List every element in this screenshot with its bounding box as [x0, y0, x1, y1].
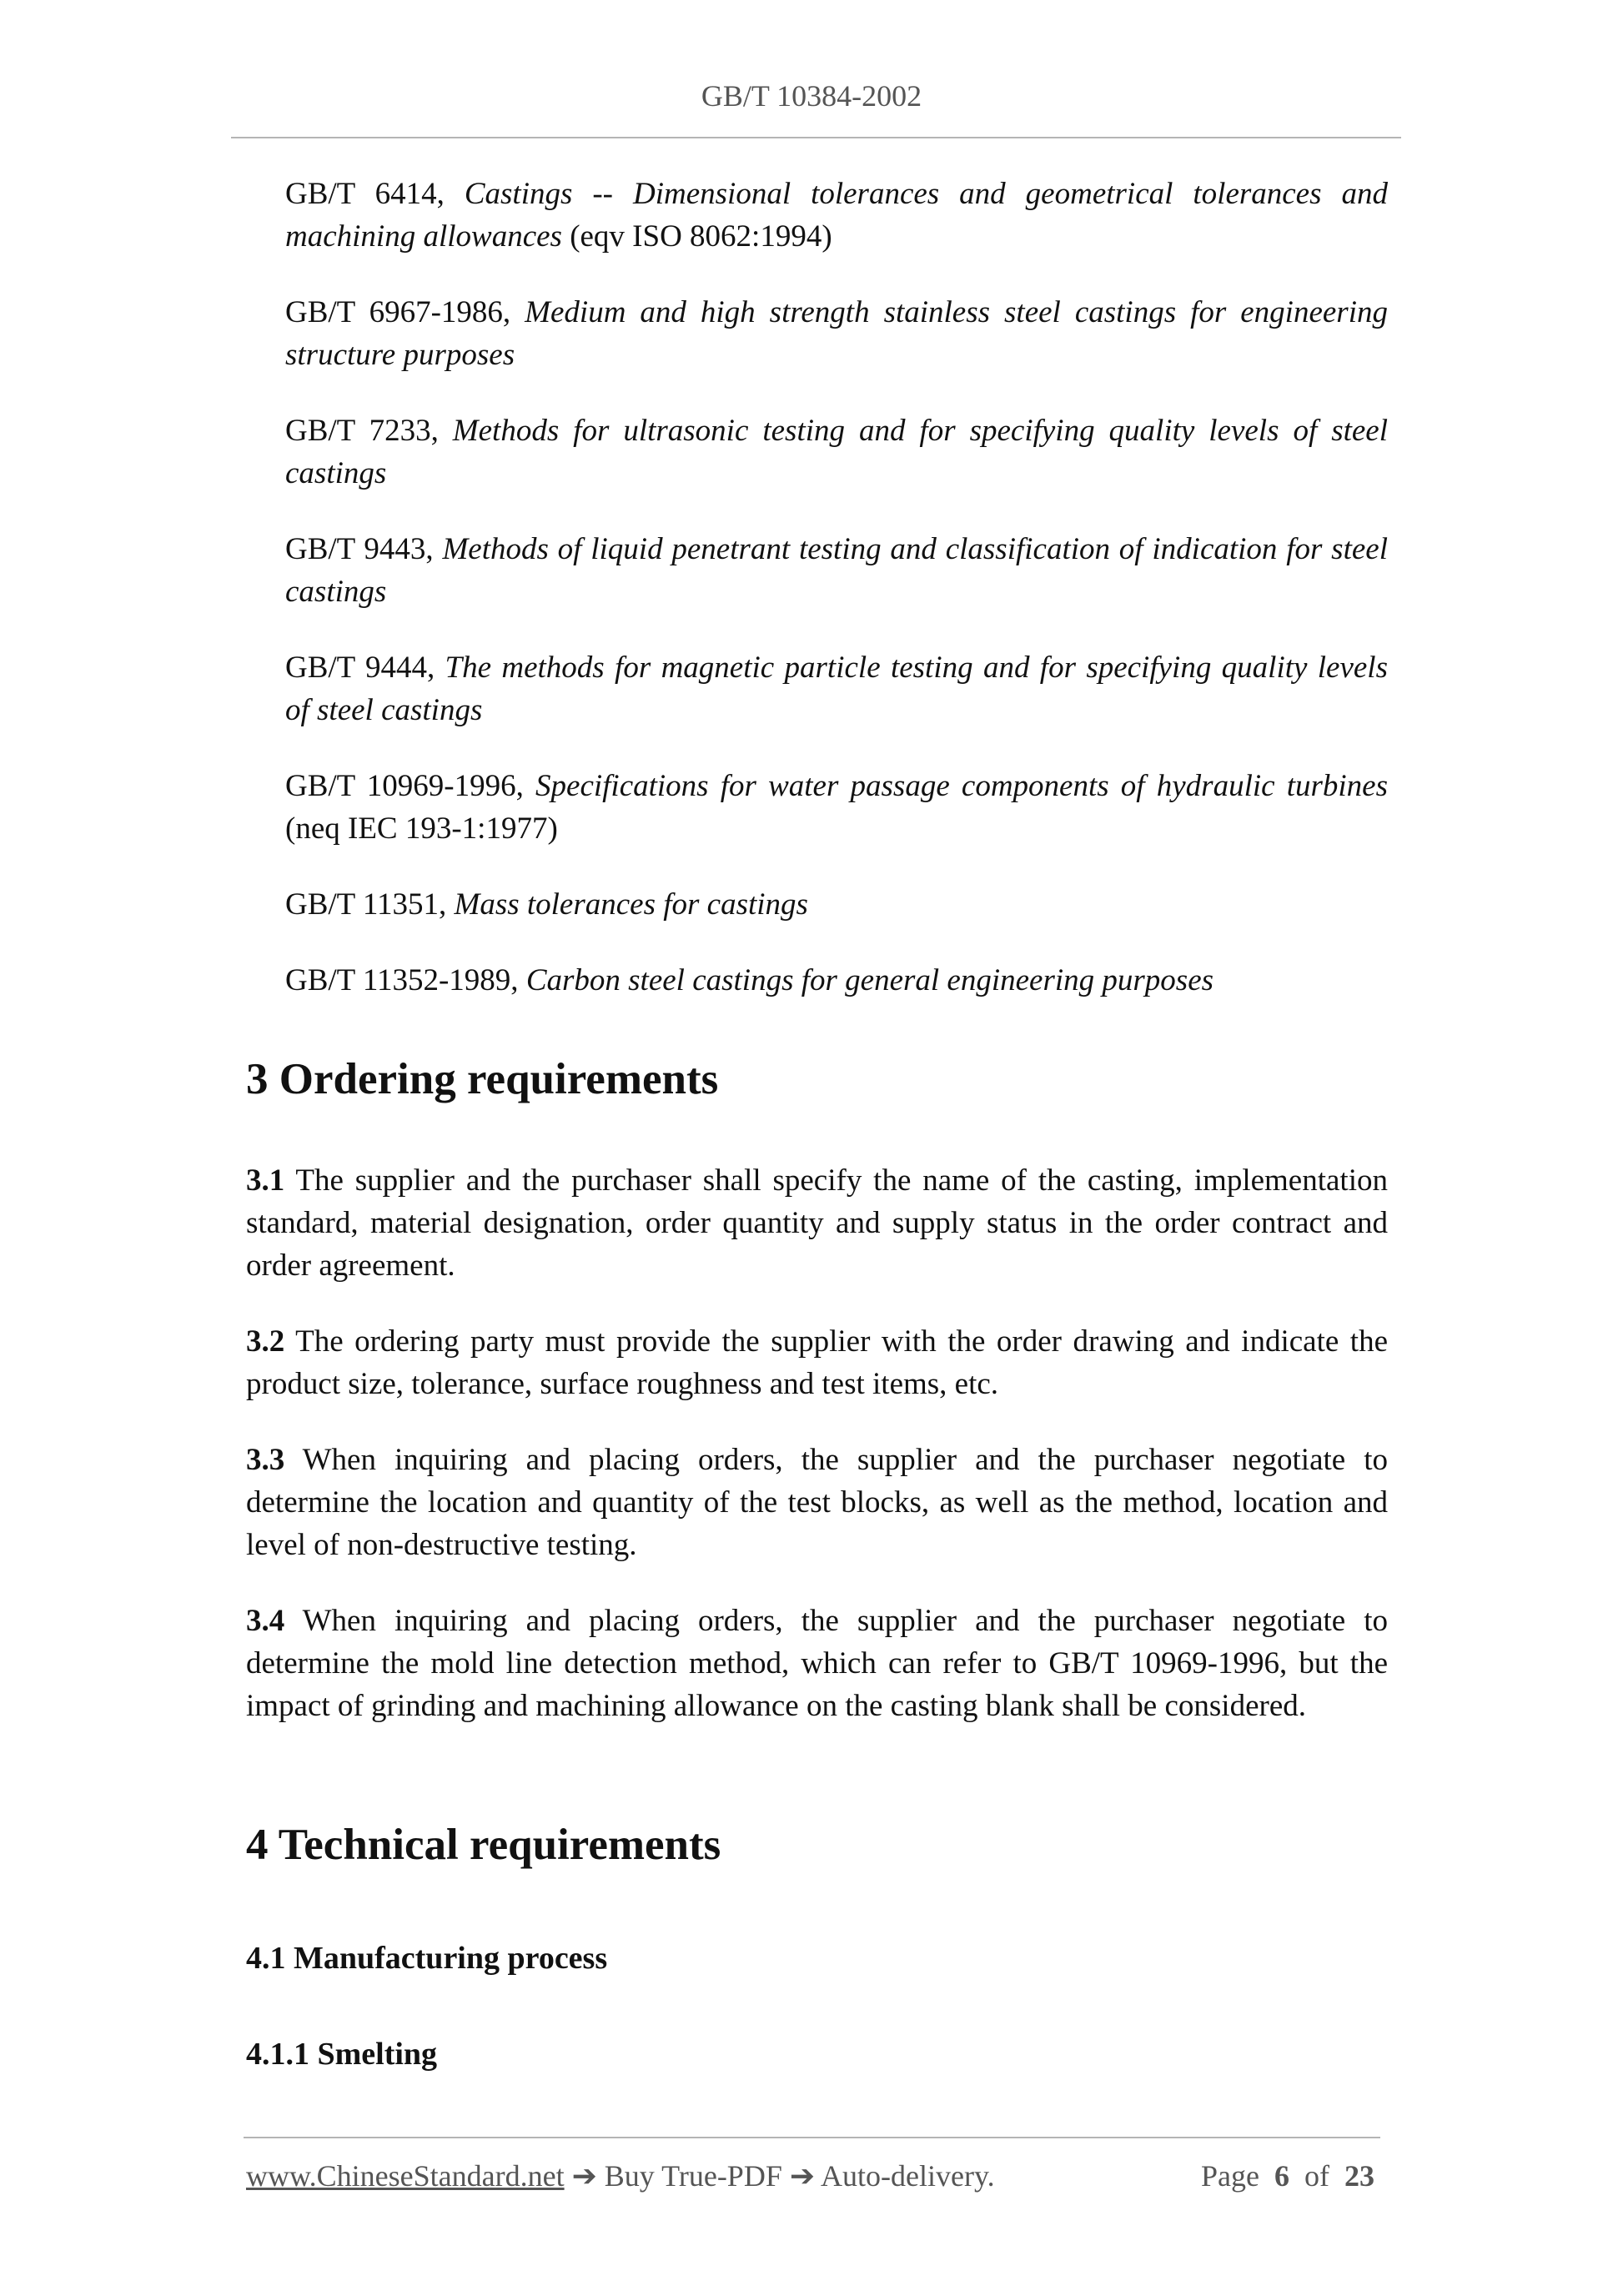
- reference-item: [285, 409, 1388, 495]
- header-divider: [231, 137, 1401, 138]
- clause-number: 3.2: [246, 1324, 285, 1359]
- reference-code: GB/T 6967-1986,: [285, 295, 525, 329]
- of-label: of: [1304, 2159, 1329, 2193]
- page-total: 23: [1344, 2159, 1374, 2193]
- page-label: Page: [1201, 2159, 1259, 2193]
- site-link[interactable]: www.ChineseStandard.net: [246, 2159, 565, 2193]
- reference-title: Methods for ultrasonic testing and for specifying quality levels of steel castings: [285, 414, 1388, 490]
- clause-3-2: [246, 1320, 1388, 1405]
- reference-code: GB/T 9443,: [285, 532, 443, 566]
- reference-code: GB/T 9444,: [285, 651, 445, 685]
- reference-title: The methods for magnetic particle testing and for specifying quality levels of steel castings: [285, 651, 1388, 727]
- subsection-heading-smelting: 4.1.1 Smelting: [246, 2037, 438, 2072]
- clause-3-3: [246, 1439, 1388, 1566]
- arrow-icon: ➔: [564, 2159, 605, 2193]
- reference-suffix: (neq IEC 193-1:1977): [285, 811, 558, 846]
- section-heading-technical: 4 Technical requirements: [246, 1821, 721, 1869]
- reference-item: [285, 883, 1388, 926]
- clause-text: The supplier and the purchaser shall specify the name of the casting, implementation standard, material designation, order quantity and supply status in the order contract and order agreement.: [246, 1163, 1388, 1283]
- reference-item: [285, 765, 1388, 850]
- clause-number: 3.3: [246, 1443, 285, 1477]
- clause-text: When inquiring and placing orders, the supplier and the purchaser negotiate to determine the mold line detection method, which can refer to GB/T 10969-1996, but the impact of grinding and machining allowance on the casting blank shall be considered.: [246, 1604, 1388, 1723]
- footer-divider: [244, 2137, 1380, 2138]
- reference-title: Methods of liquid penetrant testing and classification of indication for steel castings: [285, 532, 1388, 609]
- reference-item: [285, 959, 1388, 1002]
- reference-title: Specifications for water passage components of hydraulic turbines: [535, 769, 1388, 803]
- header-doc-id: GB/T 10384-2002: [701, 79, 922, 113]
- clause-3-1: [246, 1159, 1388, 1287]
- buy-text: Buy True-PDF: [604, 2159, 782, 2193]
- reference-title: Mass tolerances for castings: [454, 887, 808, 922]
- delivery-text: Auto-delivery.: [821, 2159, 995, 2193]
- page-indicator: [1201, 2158, 1374, 2193]
- clause-text: The ordering party must provide the supplier with the order drawing and indicate the product size, tolerance, surface roughness and test items, etc.: [246, 1324, 1388, 1401]
- reference-code: GB/T 10969-1996,: [285, 769, 536, 803]
- reference-item: [285, 173, 1388, 258]
- reference-code: GB/T 7233,: [285, 414, 453, 448]
- normative-references-list: [285, 173, 1388, 1035]
- clause-number: 3.1: [246, 1163, 285, 1198]
- clause-number: 3.4: [246, 1604, 285, 1638]
- footer-links: [246, 2158, 995, 2193]
- clause-text: When inquiring and placing orders, the supplier and the purchaser negotiate to determine the location and quantity of the test blocks, as well as the method, location and level of non-destructive testing.: [246, 1443, 1388, 1562]
- page-number: 6: [1274, 2159, 1289, 2193]
- reference-item: [285, 528, 1388, 613]
- reference-title: Medium and high strength stainless steel castings for engineering structure purposes: [285, 295, 1388, 372]
- reference-code: GB/T 11351,: [285, 887, 455, 922]
- reference-title: Carbon steel castings for general engineering purposes: [525, 963, 1214, 997]
- page-header: [0, 78, 1623, 113]
- subsection-heading-manufacturing: 4.1 Manufacturing process: [246, 1941, 608, 1976]
- reference-suffix: (eqv ISO 8062:1994): [561, 219, 832, 254]
- reference-item: [285, 291, 1388, 376]
- reference-code: GB/T 11352-1989,: [285, 963, 526, 997]
- reference-code: GB/T 6414,: [285, 177, 465, 211]
- clause-3-4: [246, 1600, 1388, 1727]
- reference-title: Castings -- Dimensional tolerances and geometrical tolerances and machining allowances: [285, 177, 1388, 254]
- reference-item: [285, 646, 1388, 731]
- section-heading-ordering: 3 Ordering requirements: [246, 1055, 719, 1103]
- arrow-icon: ➔: [781, 2159, 822, 2193]
